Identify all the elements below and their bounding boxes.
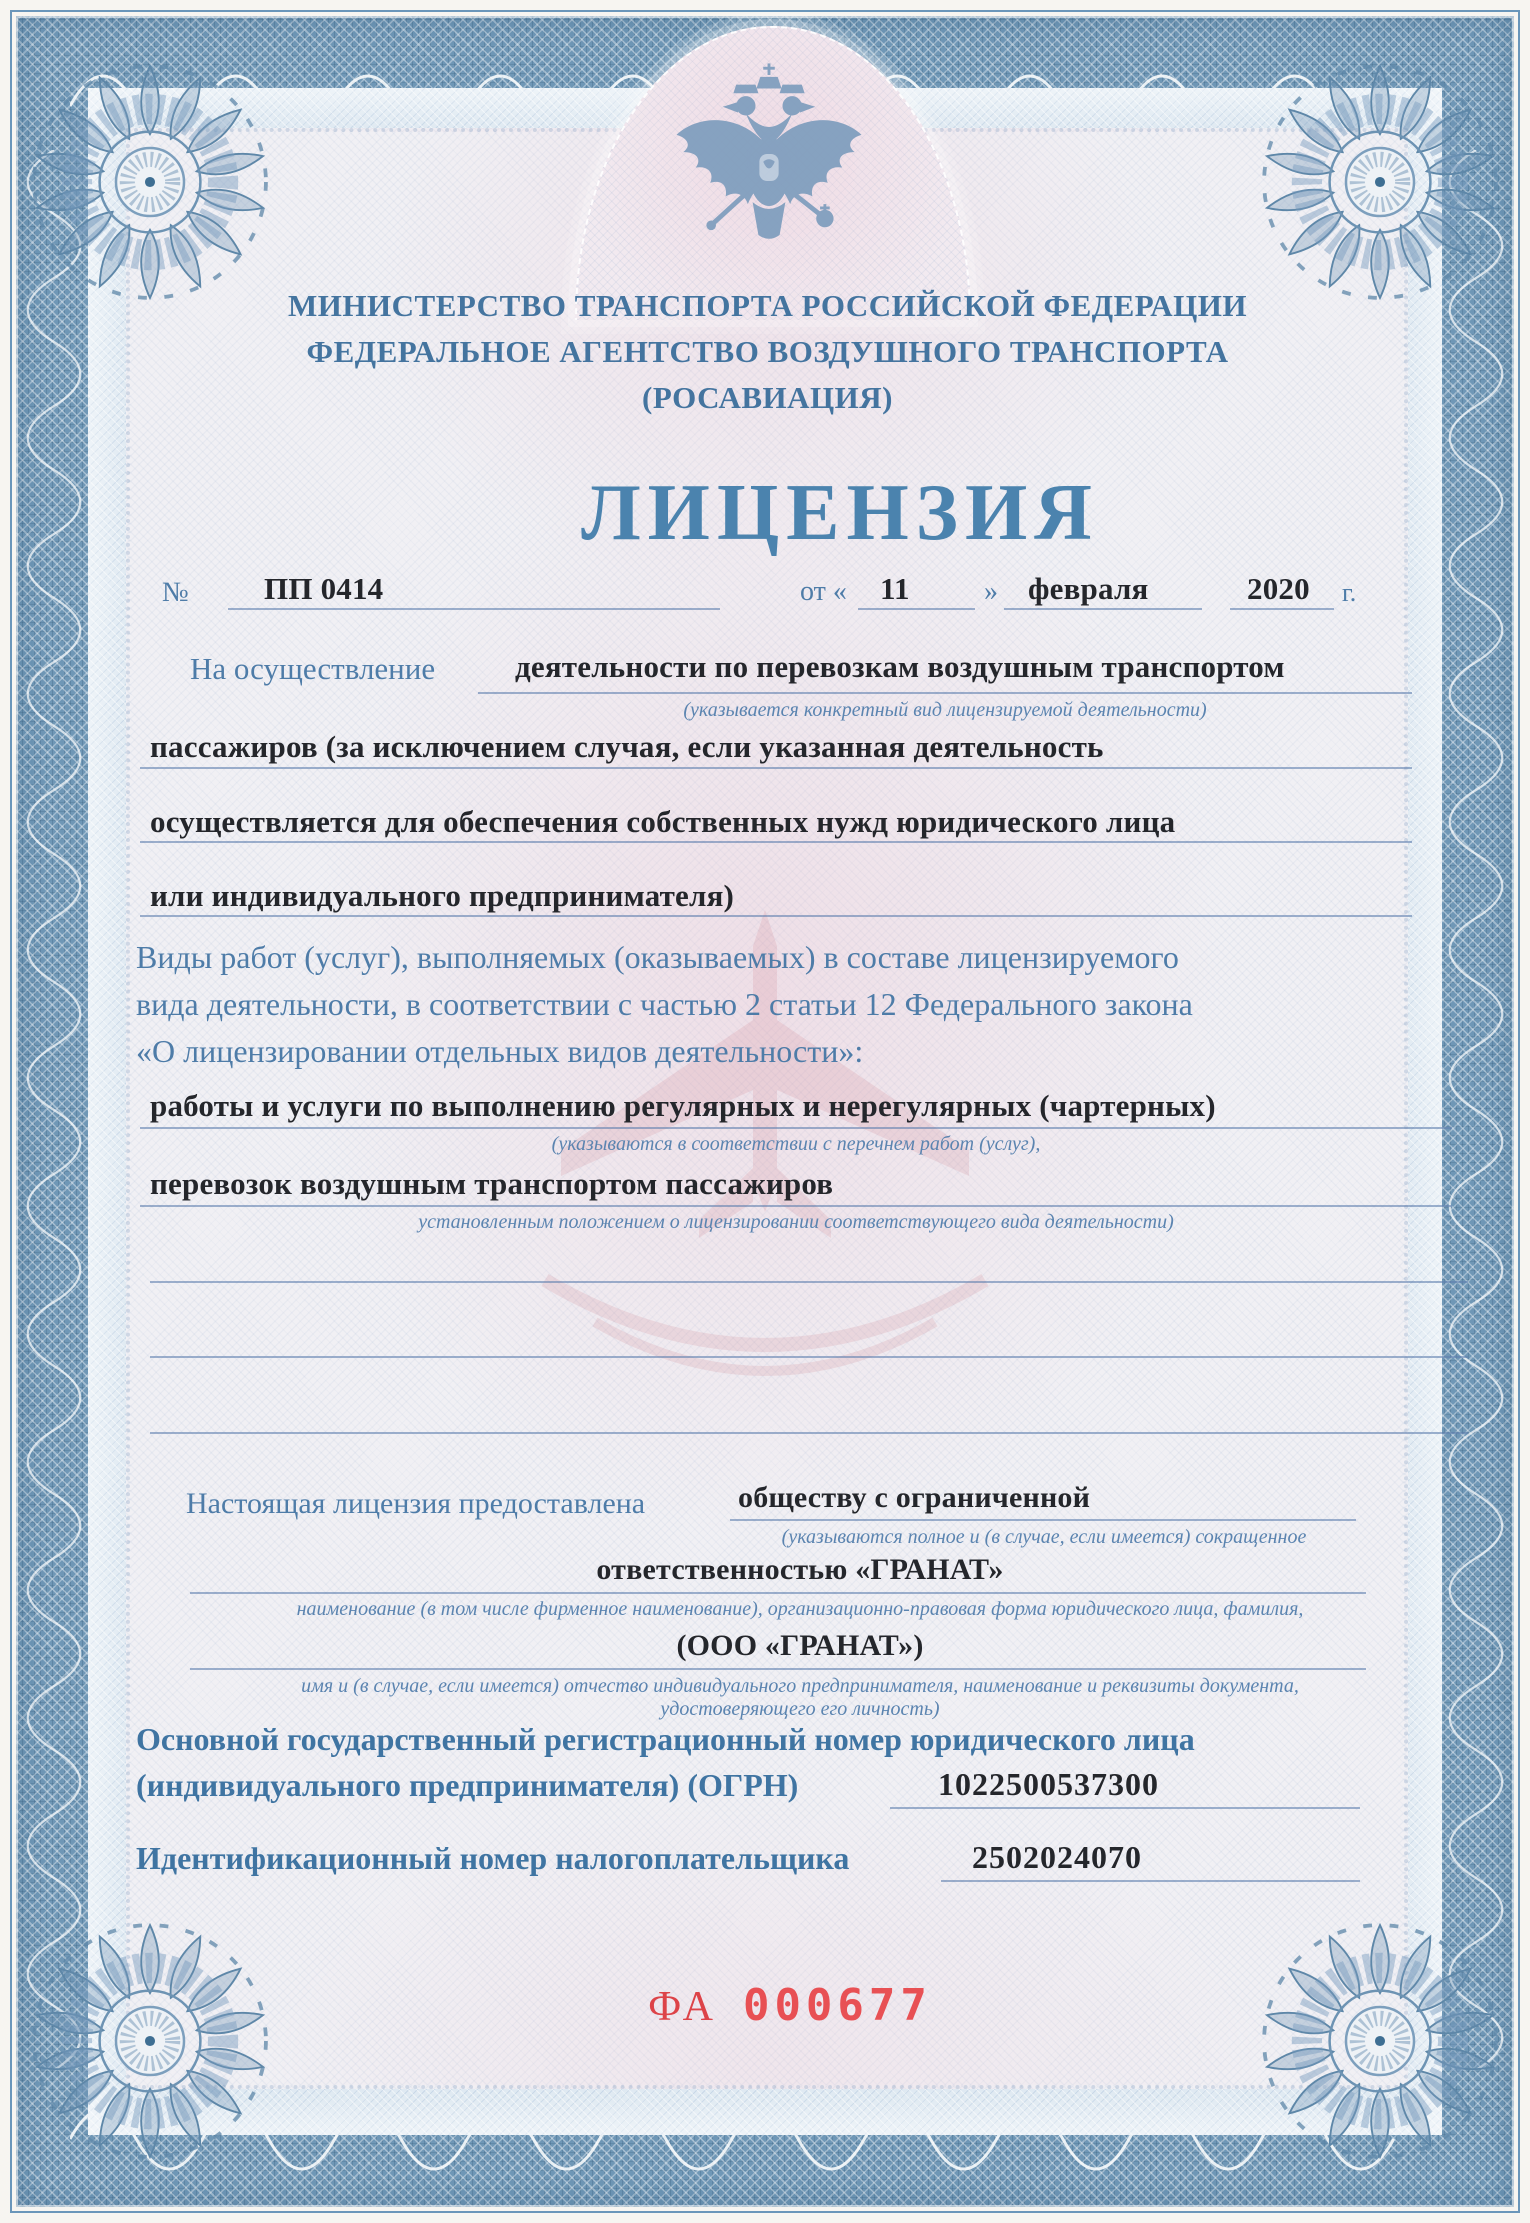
- serial-number-stamp: [560, 1980, 1020, 2031]
- inn-underline: [941, 1880, 1360, 1882]
- activity-caption1: (указывается конкретный вид лицензируемой деятельности): [683, 699, 1207, 721]
- activity-underline1: [478, 692, 1412, 694]
- date-year: 2020: [1247, 571, 1310, 606]
- grantee-underline2: [190, 1592, 1366, 1594]
- grantee-value-line1: обществу с ограниченной: [738, 1481, 1091, 1514]
- guilloche-rosette-bottom-right-icon: [1254, 1915, 1506, 2167]
- activity-value-line1: деятельности по перевозкам воздушным транспортом: [515, 649, 1285, 684]
- serial-prefix: ФА: [648, 1984, 717, 2030]
- grantee-caption4: удостоверяющего его личность): [660, 1698, 940, 1720]
- agency-short-name: (РОСАВИАЦИЯ): [642, 380, 893, 415]
- inn-label: Идентификационный номер налогоплательщика: [136, 1840, 850, 1876]
- serial-digits: 000677: [742, 1980, 932, 2031]
- date-month: февраля: [1028, 571, 1149, 606]
- ogrn-underline: [890, 1807, 1360, 1809]
- grantee-caption2: наименование (в том числе фирменное наименование), организационно-правовая форма юридического лица, фамилия,: [296, 1598, 1304, 1620]
- grantee-caption3: имя и (в случае, если имеется) отчество индивидуального предпринимателя, наименование и реквизиты документа,: [301, 1675, 1299, 1697]
- activity-value-line2: пассажиров (за исключением случая, если указанная деятельность: [150, 729, 1104, 764]
- grantee-underline3: [190, 1668, 1366, 1670]
- activity-underline3: [140, 841, 1412, 843]
- guilloche-rosette-bottom-left-icon: [24, 1915, 276, 2167]
- ogrn-value: 1022500537300: [938, 1766, 1159, 1802]
- year-suffix: г.: [1342, 578, 1357, 607]
- works-intro-line3: «О лицензировании отдельных видов деятельности»:: [136, 1033, 864, 1069]
- works-intro-line1: Виды работ (услуг), выполняемых (оказываемых) в составе лицензируемого: [136, 939, 1179, 975]
- blank-line-2: [150, 1356, 1468, 1358]
- agency-line2: ФЕДЕРАЛЬНОЕ АГЕНТСТВО ВОЗДУШНОГО ТРАНСПОРТА: [306, 334, 1229, 369]
- russia-coat-of-arms-eagle-icon: [663, 56, 875, 252]
- works-intro-line2: вида деятельности, в соответствии с частью 2 статьи 12 Федерального закона: [136, 986, 1193, 1022]
- number-underline: [228, 608, 720, 610]
- day-underline: [858, 608, 975, 610]
- blank-line-3: [150, 1432, 1468, 1434]
- grantee-value-line2: ответственностью «ГРАНАТ»: [596, 1553, 1004, 1586]
- license-number: ПП 0414: [264, 571, 384, 606]
- works-caption2: установленным положением о лицензировании соответствующего вида деятельности): [418, 1211, 1174, 1233]
- document-title: ЛИЦЕНЗИЯ: [581, 469, 1099, 557]
- activity-value-line4: или индивидуального предпринимателя): [150, 878, 735, 913]
- guilloche-rosette-top-left-icon: [24, 56, 276, 308]
- ogrn-label-line2: (индивидуального предпринимателя) (ОГРН): [136, 1767, 799, 1803]
- activity-underline4: [140, 915, 1412, 917]
- works-value-line1: работы и услуги по выполнению регулярных и нерегулярных (чартерных): [150, 1088, 1216, 1123]
- grantee-underline1: [730, 1519, 1356, 1521]
- ministry-line1: МИНИСТЕРСТВО ТРАНСПОРТА РОССИЙСКОЙ ФЕДЕРАЦИИ: [288, 288, 1247, 323]
- works-underline1: [140, 1127, 1452, 1129]
- date-close-quote: »: [984, 576, 998, 607]
- activity-underline2: [140, 767, 1412, 769]
- grantee-value-line3: (ООО «ГРАНАТ»): [676, 1629, 924, 1662]
- guilloche-rosette-top-right-icon: [1254, 56, 1506, 308]
- ogrn-label-line1: Основной государственный регистрационный номер юридического лица: [136, 1721, 1195, 1757]
- works-value-line2: перевозок воздушным транспортом пассажиров: [150, 1166, 834, 1201]
- month-underline: [1004, 608, 1202, 610]
- year-underline: [1230, 608, 1334, 610]
- inn-value: 2502024070: [972, 1839, 1142, 1875]
- number-sign: №: [162, 577, 189, 608]
- activity-label: На осуществление: [190, 651, 436, 686]
- grantee-caption1: (указываются полное и (в случае, если имеется) сокращенное: [781, 1526, 1307, 1548]
- works-underline2: [140, 1205, 1452, 1207]
- works-caption1: (указываются в соответствии с перечнем работ (услуг),: [551, 1133, 1041, 1155]
- activity-value-line3: осуществляется для обеспечения собственных нужд юридического лица: [150, 804, 1176, 839]
- blank-line-1: [150, 1281, 1468, 1283]
- date-from-label: от «: [800, 576, 847, 607]
- grantee-label: Настоящая лицензия предоставлена: [186, 1487, 646, 1520]
- date-day: 11: [880, 571, 910, 606]
